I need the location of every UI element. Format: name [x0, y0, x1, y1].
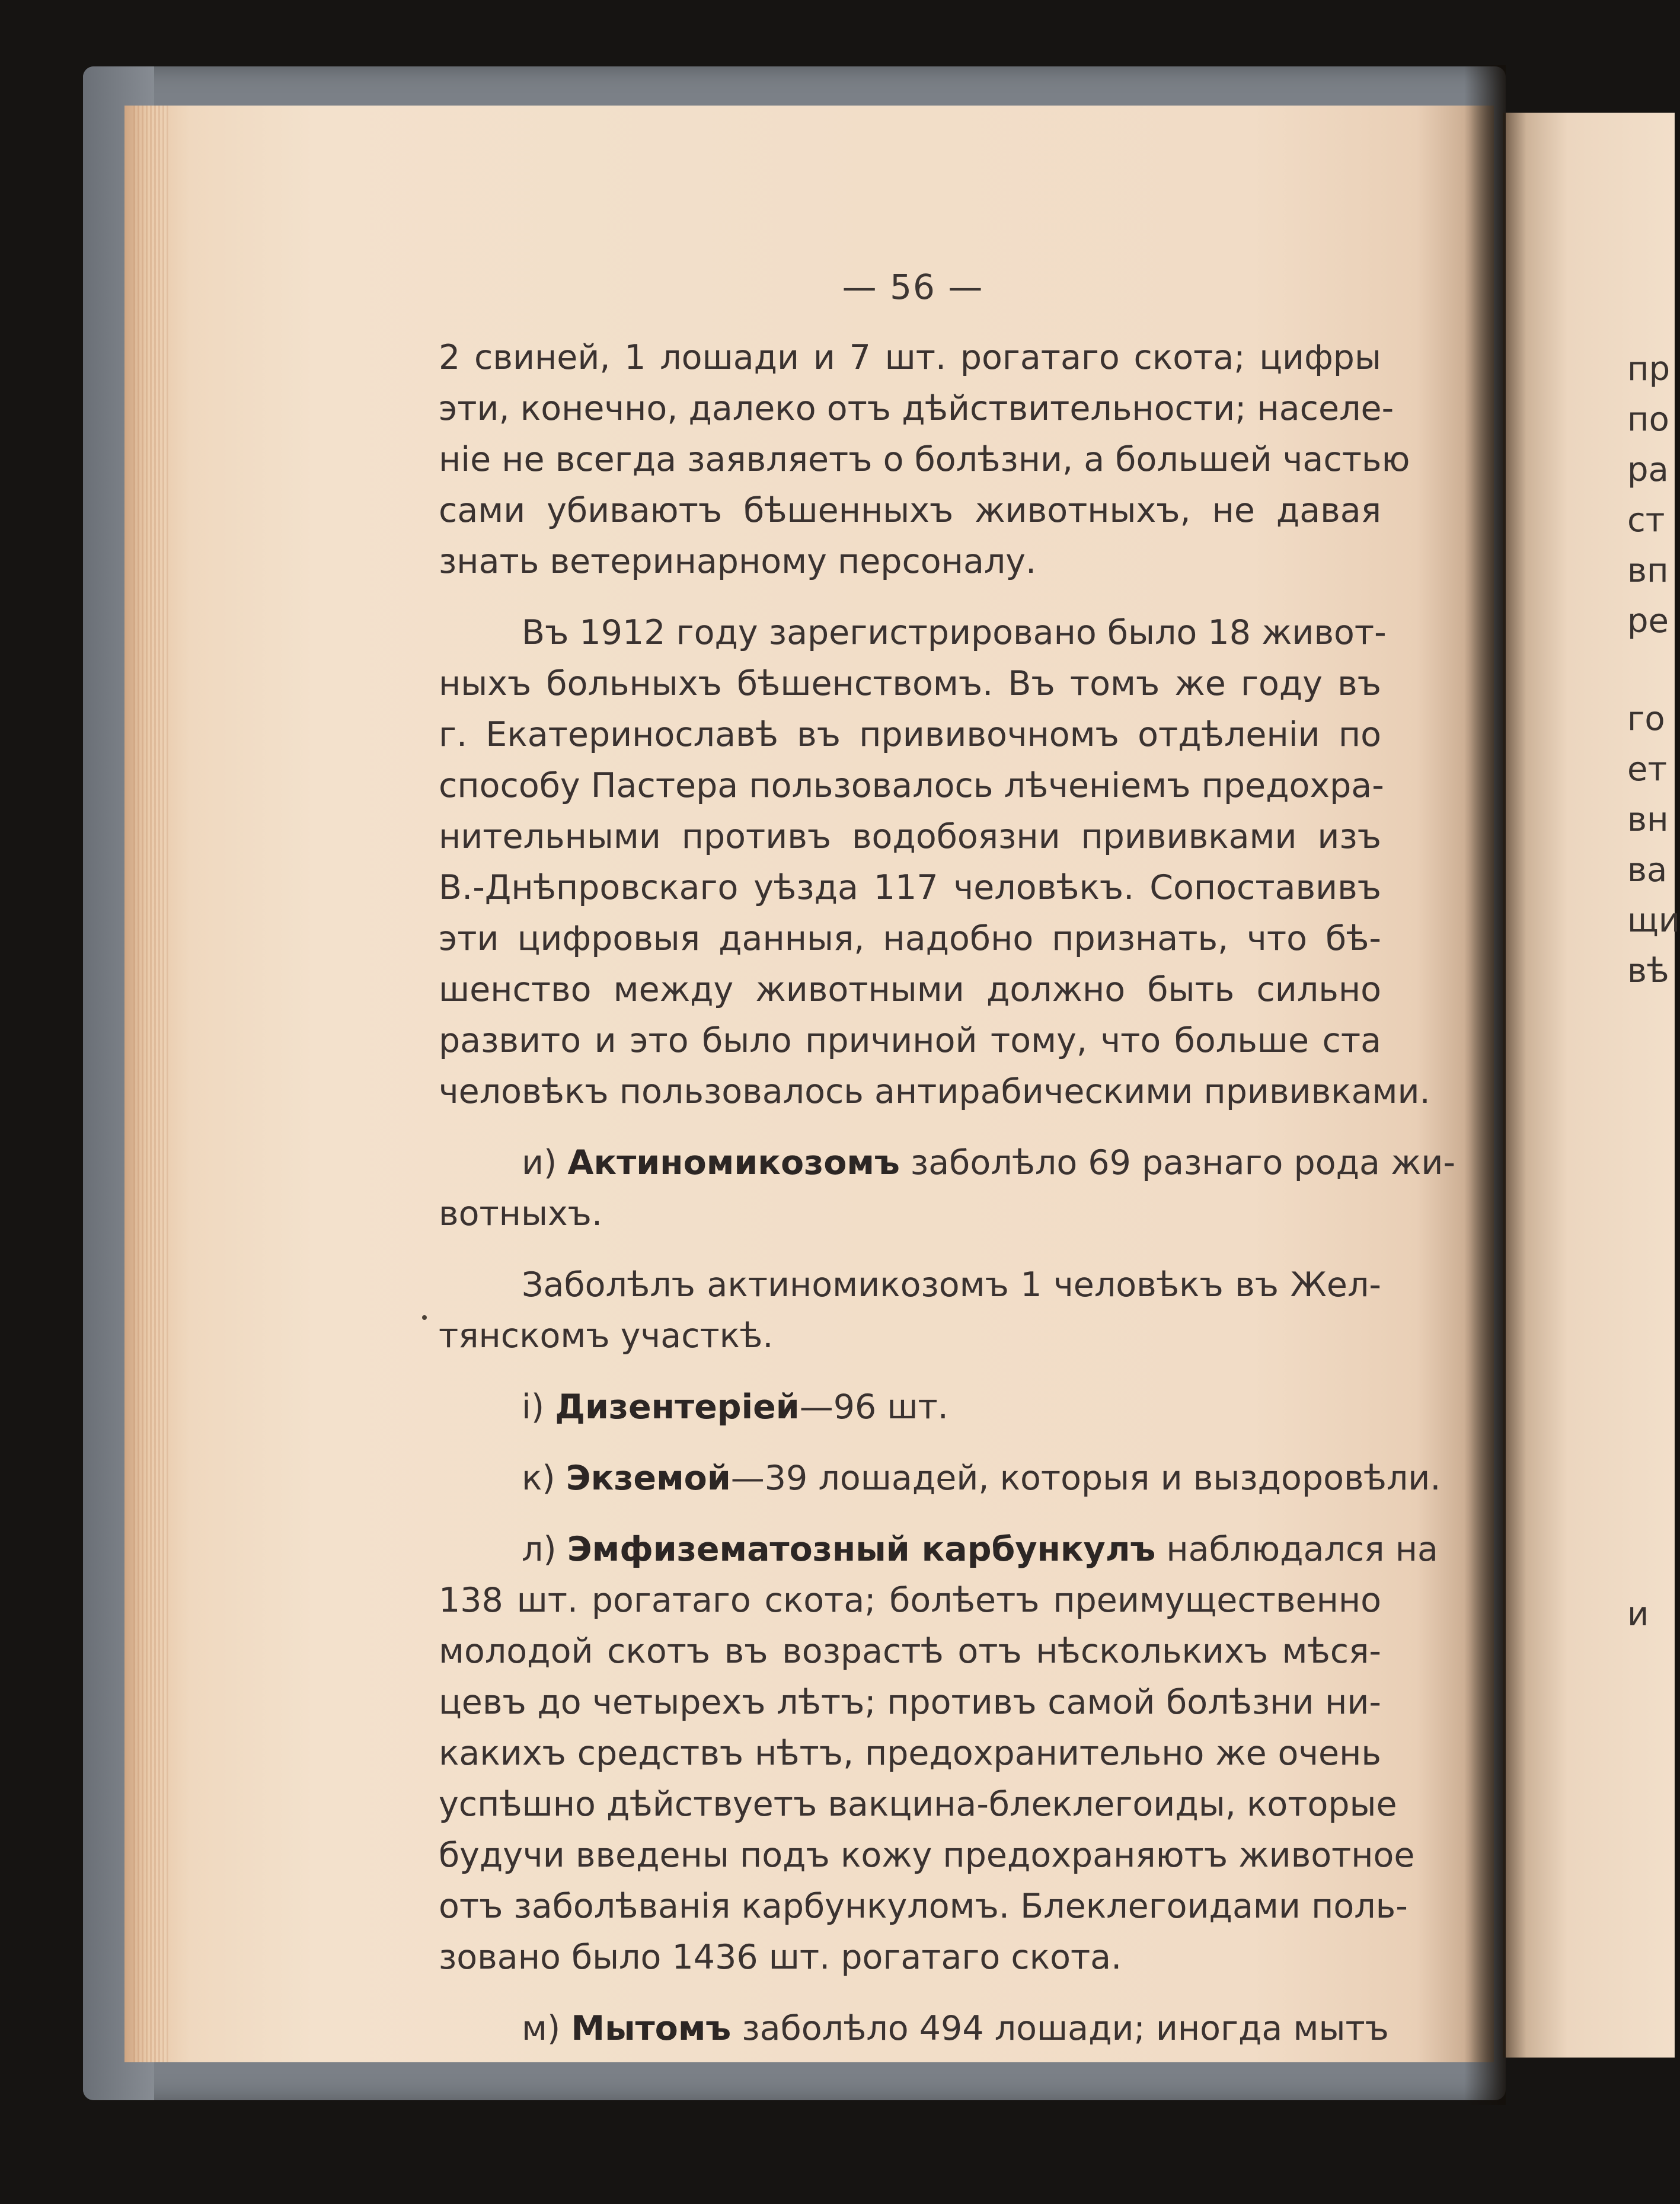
text-line — [439, 1382, 1381, 1433]
facing-page-fragment: щи — [1627, 901, 1680, 940]
list-marker: i) — [522, 1388, 555, 1427]
facing-page-fragment: ст — [1627, 501, 1665, 540]
facing-page-fragment: го — [1627, 700, 1665, 738]
text-line: какихъ средствъ нѣтъ, предохранительно же очень — [439, 1734, 1381, 1773]
facing-page-fragment: вп — [1627, 551, 1669, 590]
facing-page-fragment: пр — [1627, 350, 1671, 388]
page-edge-stack — [133, 106, 169, 2062]
text-run: заболѣло 494 лошади; иногда мытъ — [731, 2009, 1389, 2048]
paragraph-gap — [439, 1433, 1381, 1453]
text-line: сами убиваютъ бѣшенныхъ животныхъ, не давая — [439, 491, 1381, 530]
list-marker: л) — [522, 1530, 567, 1569]
text-run: наблюдался на — [1155, 1530, 1438, 1569]
paragraph-gap — [439, 587, 1381, 607]
text-line — [439, 1137, 1456, 1188]
text-line: эти цифровыя данныя, надобно признать, что бѣ- — [439, 919, 1381, 958]
paper-speck — [422, 1315, 427, 1320]
facing-page-fragment: ва — [1627, 851, 1668, 889]
paragraph-gap — [439, 1504, 1381, 1524]
facing-page-fragment: ет — [1627, 750, 1668, 789]
text-run: —39 лошадей, которыя и выздоровѣли. — [730, 1459, 1441, 1498]
facing-page-fragment: ре — [1627, 602, 1669, 640]
facing-page-fragment: и — [1627, 1595, 1649, 1634]
text-line: вотныхъ. — [439, 1194, 603, 1233]
text-line: тянскомъ участкѣ. — [439, 1316, 774, 1355]
text-run: заболѣло 69 разнаго рода жи- — [899, 1143, 1456, 1182]
text-line: молодой скотъ въ возрастѣ отъ нѣсколькихъ мѣся- — [439, 1632, 1381, 1671]
text-line: ныхъ больныхъ бѣшенствомъ. Въ томъ же году въ — [439, 664, 1381, 703]
text-line: В.-Днѣпровскаго уѣзда 117 человѣкъ. Сопоставивъ — [439, 868, 1381, 907]
disease-heading: Эмфизематозный карбункулъ — [567, 1530, 1156, 1569]
text-line: 138 шт. рогатаго скота; болѣетъ преимущественно — [439, 1581, 1381, 1620]
facing-page-fragment: вѣ — [1627, 952, 1669, 990]
paragraph-gap — [439, 1117, 1381, 1137]
text-line — [439, 1453, 1441, 1504]
list-marker: к) — [522, 1459, 566, 1498]
list-marker: и) — [522, 1143, 568, 1182]
text-line: зовано было 1436 шт. рогатаго скота. — [439, 1938, 1122, 1977]
disease-heading: Актиномикозомъ — [567, 1143, 900, 1182]
disease-heading: Экземой — [566, 1459, 731, 1498]
text-line: эти, конечно, далеко отъ дѣйствительности; населе- — [439, 389, 1394, 428]
facing-page-fragment: вн — [1627, 800, 1669, 839]
text-line: Въ 1912 году зарегистрировано было 18 живот- — [522, 613, 1387, 652]
facing-page-fragment: по — [1627, 400, 1669, 439]
book-gutter — [1464, 65, 1506, 2105]
text-line: знать ветеринарному персоналу. — [439, 542, 1037, 581]
paragraph-gap — [439, 1361, 1381, 1382]
text-line — [439, 1524, 1438, 1575]
text-line: 2 свиней, 1 лошади и 7 шт. рогатаго скота; цифры — [439, 338, 1381, 377]
page-number: — 56 — — [842, 267, 984, 307]
paragraph-gap — [439, 1239, 1381, 1259]
text-line: цевъ до четырехъ лѣтъ; противъ самой болѣзни ни- — [439, 1683, 1381, 1722]
text-line: Заболѣлъ актиномикозомъ 1 человѣкъ въ Жел- — [522, 1265, 1381, 1304]
facing-page-fragment: ра — [1627, 451, 1669, 489]
paragraph-gap — [439, 1983, 1381, 2003]
text-line: будучи введены подъ кожу предохраняютъ животное — [439, 1836, 1415, 1875]
text-line: развито и это было причиной тому, что больше ста — [439, 1021, 1381, 1060]
text-line: успѣшно дѣйствуетъ вакцина-блеклегоиды, которые — [439, 1785, 1397, 1824]
text-line: способу Пастера пользовалось лѣченiемъ предохра- — [439, 766, 1384, 805]
page-body-text — [439, 332, 1456, 2054]
text-line — [439, 2003, 1389, 2054]
text-line: шенство между животными должно быть сильно — [439, 970, 1381, 1009]
disease-heading: Дизентерiей — [555, 1388, 800, 1427]
text-line: отъ заболѣванiя карбункуломъ. Блеклегоидами поль- — [439, 1887, 1408, 1926]
text-line: г. Екатеринославѣ въ прививочномъ отдѣленiи по — [439, 715, 1381, 754]
text-line: нiе не всегда заявляетъ о болѣзни, а большей частью — [439, 440, 1410, 479]
disease-heading: Мытомъ — [571, 2009, 732, 2048]
list-marker: м) — [522, 2009, 571, 2048]
text-run: —96 шт. — [799, 1388, 948, 1427]
text-line: человѣкъ пользовалось антирабическими прививками. — [439, 1072, 1430, 1111]
text-line: нительными противъ водобоязни прививками изъ — [439, 817, 1381, 856]
